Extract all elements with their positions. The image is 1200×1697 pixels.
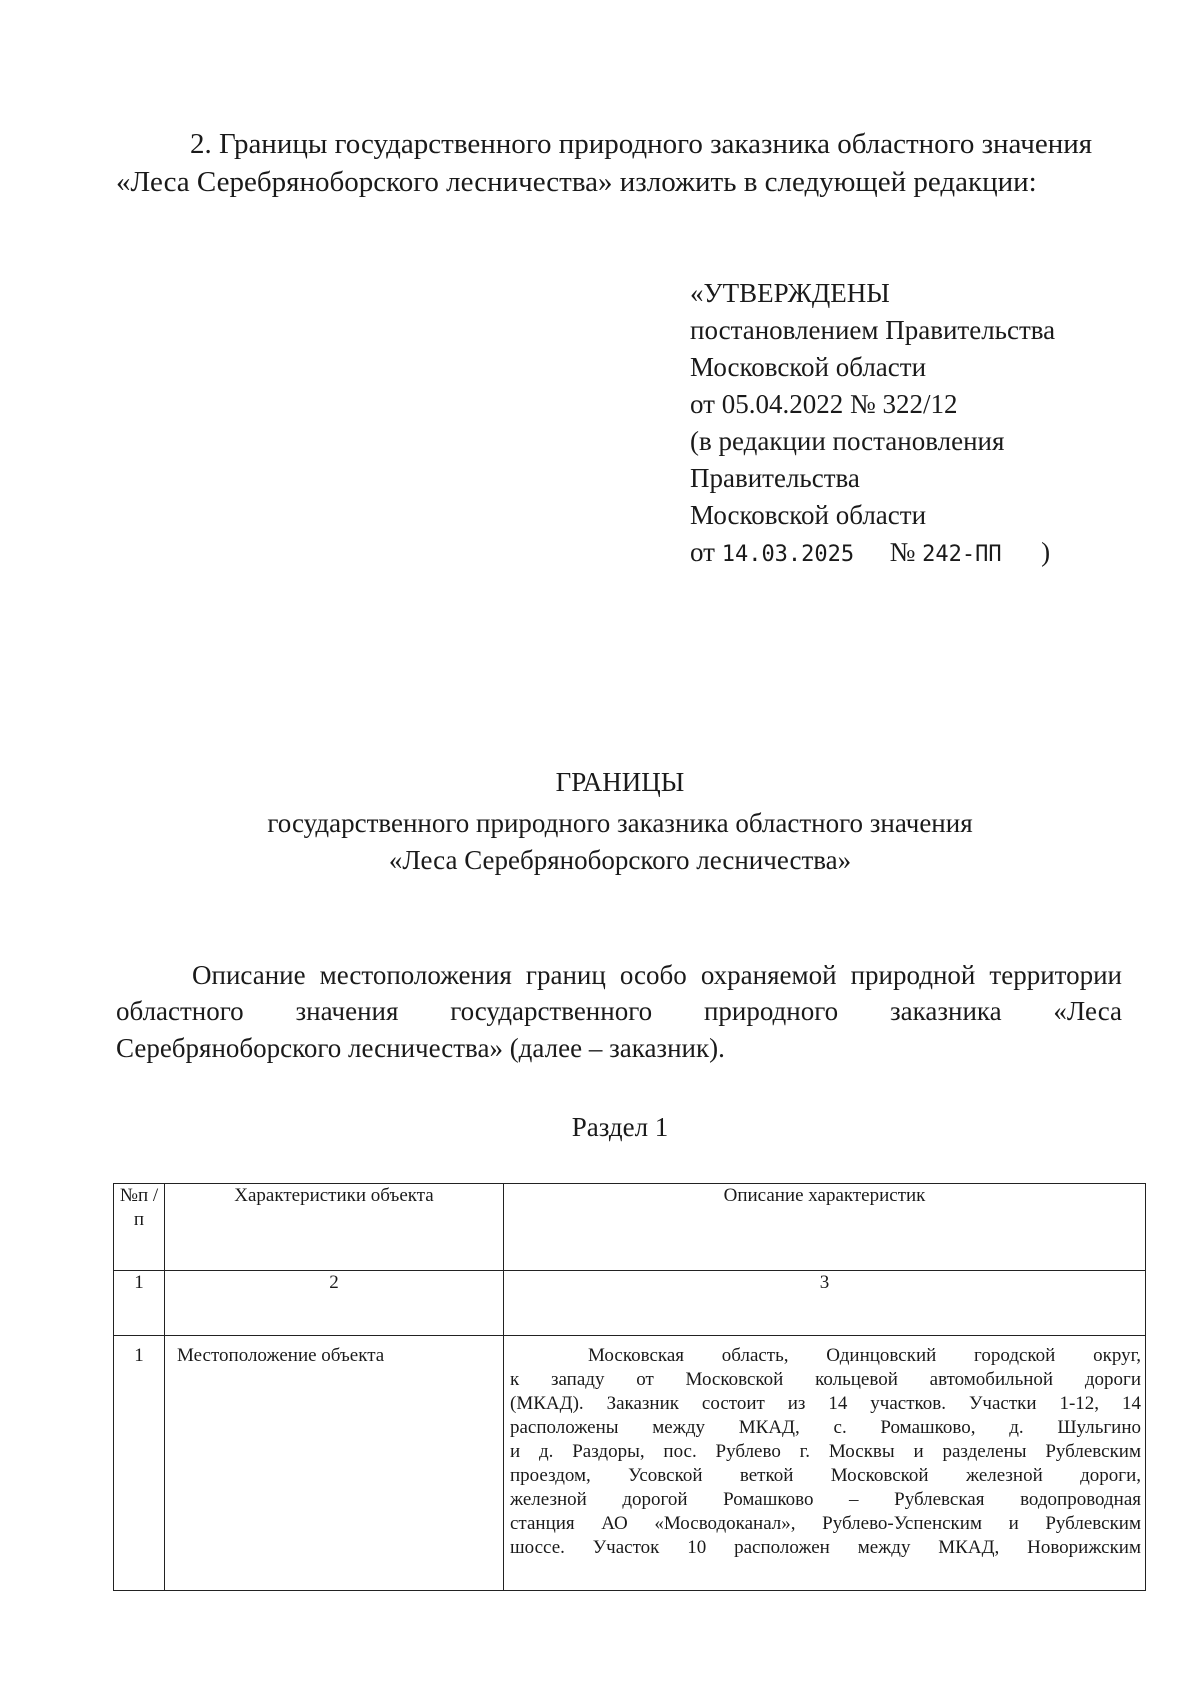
column-number-row [114, 1271, 1146, 1336]
table-header-row [114, 1184, 1146, 1271]
row-description [504, 1336, 1146, 1591]
approval-line-5: (в редакции постановления [690, 426, 1005, 456]
header-characteristics: Характеристики объекта [165, 1184, 504, 1271]
approval-line-2: постановлением Правительства [690, 315, 1056, 345]
description-line-1: Описание местоположения границ особо охраняемой природной территории [192, 960, 1122, 990]
description-text-line: и д. Раздоры, пос. Рублево г. Москвы и разделены Рублевским [510, 1441, 1141, 1462]
description-line-2: областного значения государственного природного заказника «Леса [116, 996, 1122, 1026]
approval-block [690, 275, 1055, 573]
table-row [114, 1336, 1146, 1591]
approval-line-7: Московской области [690, 500, 927, 530]
title-line-2: государственного природного заказника областного значения [267, 808, 973, 838]
column-number-2: 2 [165, 1271, 504, 1336]
section-heading: Раздел 1 [571, 1112, 669, 1142]
row-number: 1 [114, 1336, 165, 1591]
approval-close-paren: ) [1041, 537, 1051, 567]
characteristics-table [113, 1183, 1146, 1591]
intro-line-1: 2. Границы государственного природного заказника областного значения [190, 128, 1093, 160]
description-text-line: железной дорогой Ромашково – Рублевская водопроводная [510, 1489, 1141, 1510]
intro-line-2: «Леса Серебряноборского лесничества» изложить в следующей редакции: [116, 166, 1037, 198]
description-text-line: расположены между МКАД, с. Ромашково, д. Шульгино [510, 1417, 1141, 1438]
column-number-3: 3 [504, 1271, 1146, 1336]
header-description: Описание характеристик [504, 1184, 1146, 1271]
header-number: №п /п [114, 1184, 165, 1271]
description-text-line: проездом, Усовской веткой Московской железной дороги, [510, 1465, 1141, 1486]
approval-line-3: Московской области [690, 352, 927, 382]
approval-line-1: «УТВЕРЖДЕНЫ [690, 278, 890, 308]
column-number-1: 1 [114, 1271, 165, 1336]
approval-line-6: Правительства [690, 463, 860, 493]
approval-date-prefix: от [690, 537, 715, 567]
row-characteristic: Местоположение объекта [165, 1336, 504, 1591]
approval-line-4: от 05.04.2022 № 322/12 [690, 389, 958, 419]
description-text-line: Московская область, Одинцовский городской округ, [588, 1345, 1141, 1366]
document-title: ГРАНИЦЫ [555, 767, 685, 797]
description-text-line: станция АО «Мосводоканал», Рублево-Успенским и Рублевским [510, 1513, 1141, 1534]
description-text-line: к западу от Московской кольцевой автомобильной дороги [510, 1369, 1141, 1390]
description-text-line: шоссе. Участок 10 расположен между МКАД, Новорижским [510, 1537, 1141, 1558]
description-text-line: (МКАД). Заказник состоит из 14 участков. Участки 1-12, 14 [510, 1393, 1141, 1414]
approval-line-8 [690, 534, 1055, 573]
approval-date: 14.03.2025 [721, 542, 855, 567]
description-line-3: Серебряноборского лесничества» (далее – заказник). [116, 1033, 725, 1063]
title-line-3: «Леса Серебряноборского лесничества» [388, 845, 852, 875]
approval-number: 242-ПП [922, 542, 1002, 567]
approval-number-sign: № [889, 537, 916, 567]
